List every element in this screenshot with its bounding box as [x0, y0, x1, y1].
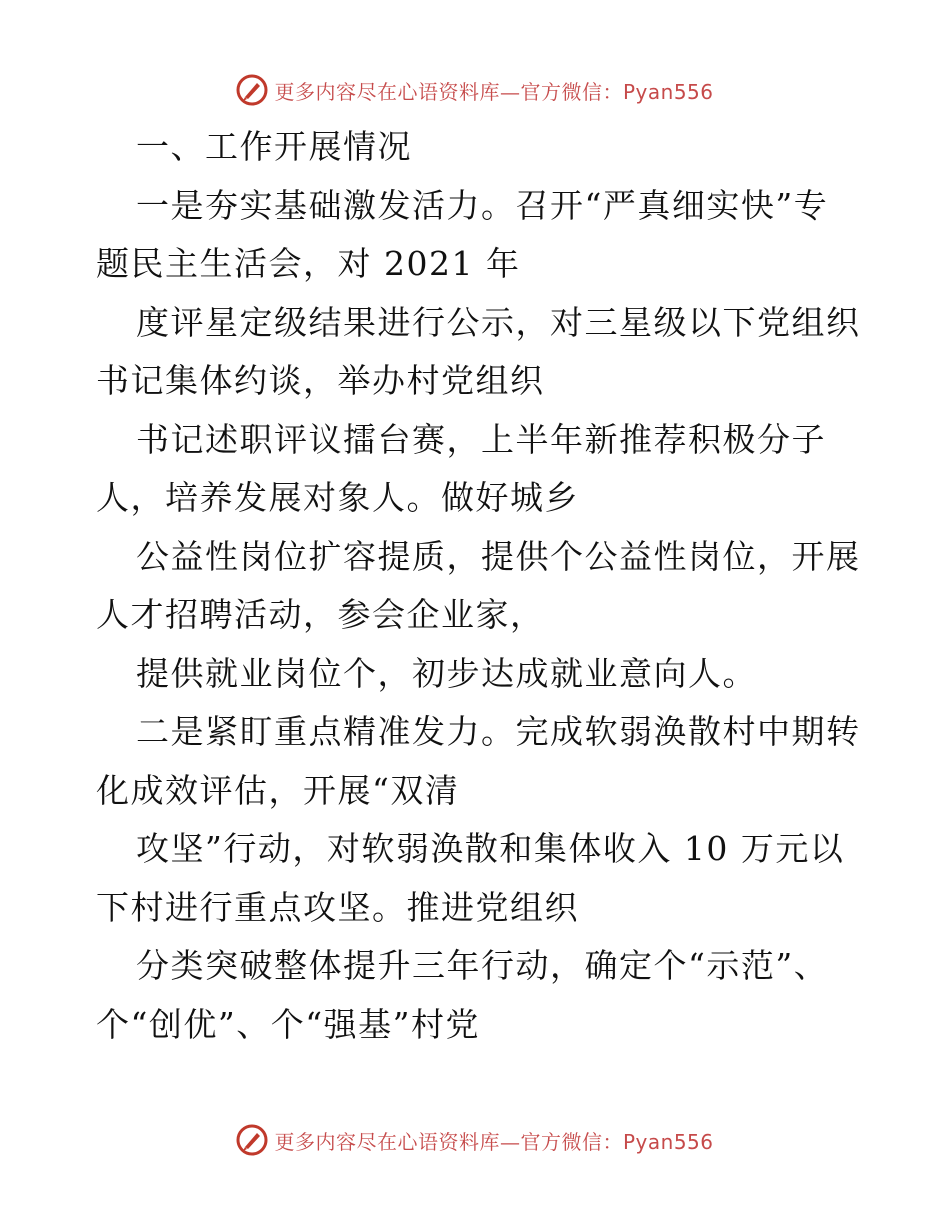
paragraph-line: 书记集体约谈，举办村党组织	[96, 361, 545, 400]
document-body	[96, 118, 896, 1054]
paragraph-line: 人才招聘活动，参会企业家，	[96, 595, 545, 634]
paragraph-line: 攻坚”行动，对软弱涣散和集体收入 10 万元以	[136, 829, 845, 868]
paragraph-line: 提供就业岗位个，初步达成就业意向人。	[136, 653, 757, 693]
header-text: 更多内容尽在心语资料库—官方微信：Pyan556	[274, 79, 714, 104]
paragraph-line: 个“创优”、个“强基”村党	[96, 1004, 480, 1044]
paragraph-line: 化成效评估，开展“双清	[96, 770, 460, 810]
paragraph-line: 公益性岗位扩容提质，提供个公益性岗位，开展	[136, 536, 861, 576]
paragraph-line: 题民主生活会，对 2021 年	[96, 244, 521, 283]
paragraph-line: 一是夯实基础激发活力。召开“严真细实快”专	[136, 185, 829, 225]
paragraph-line: 二是紧盯重点精准发力。完成软弱涣散村中期转	[136, 712, 861, 751]
paragraph-line: 书记述职评议擂台赛，上半年新推荐积极分子	[136, 419, 826, 459]
header-banner	[0, 70, 950, 110]
section-heading: 一、工作开展情况	[136, 127, 412, 166]
pen-logo-icon	[236, 74, 268, 106]
paragraph-line: 分类突破整体提升三年行动，确定个“示范”、	[136, 946, 829, 985]
pen-logo-icon	[236, 1124, 268, 1156]
footer-text: 更多内容尽在心语资料库—官方微信：Pyan556	[274, 1129, 714, 1154]
paragraph-line: 人，培养发展对象人。做好城乡	[96, 478, 579, 517]
paragraph-line: 度评星定级结果进行公示，对三星级以下党组织	[136, 302, 861, 342]
paragraph-line: 下村进行重点攻坚。推进党组织	[96, 887, 579, 927]
footer-banner	[0, 1118, 950, 1162]
